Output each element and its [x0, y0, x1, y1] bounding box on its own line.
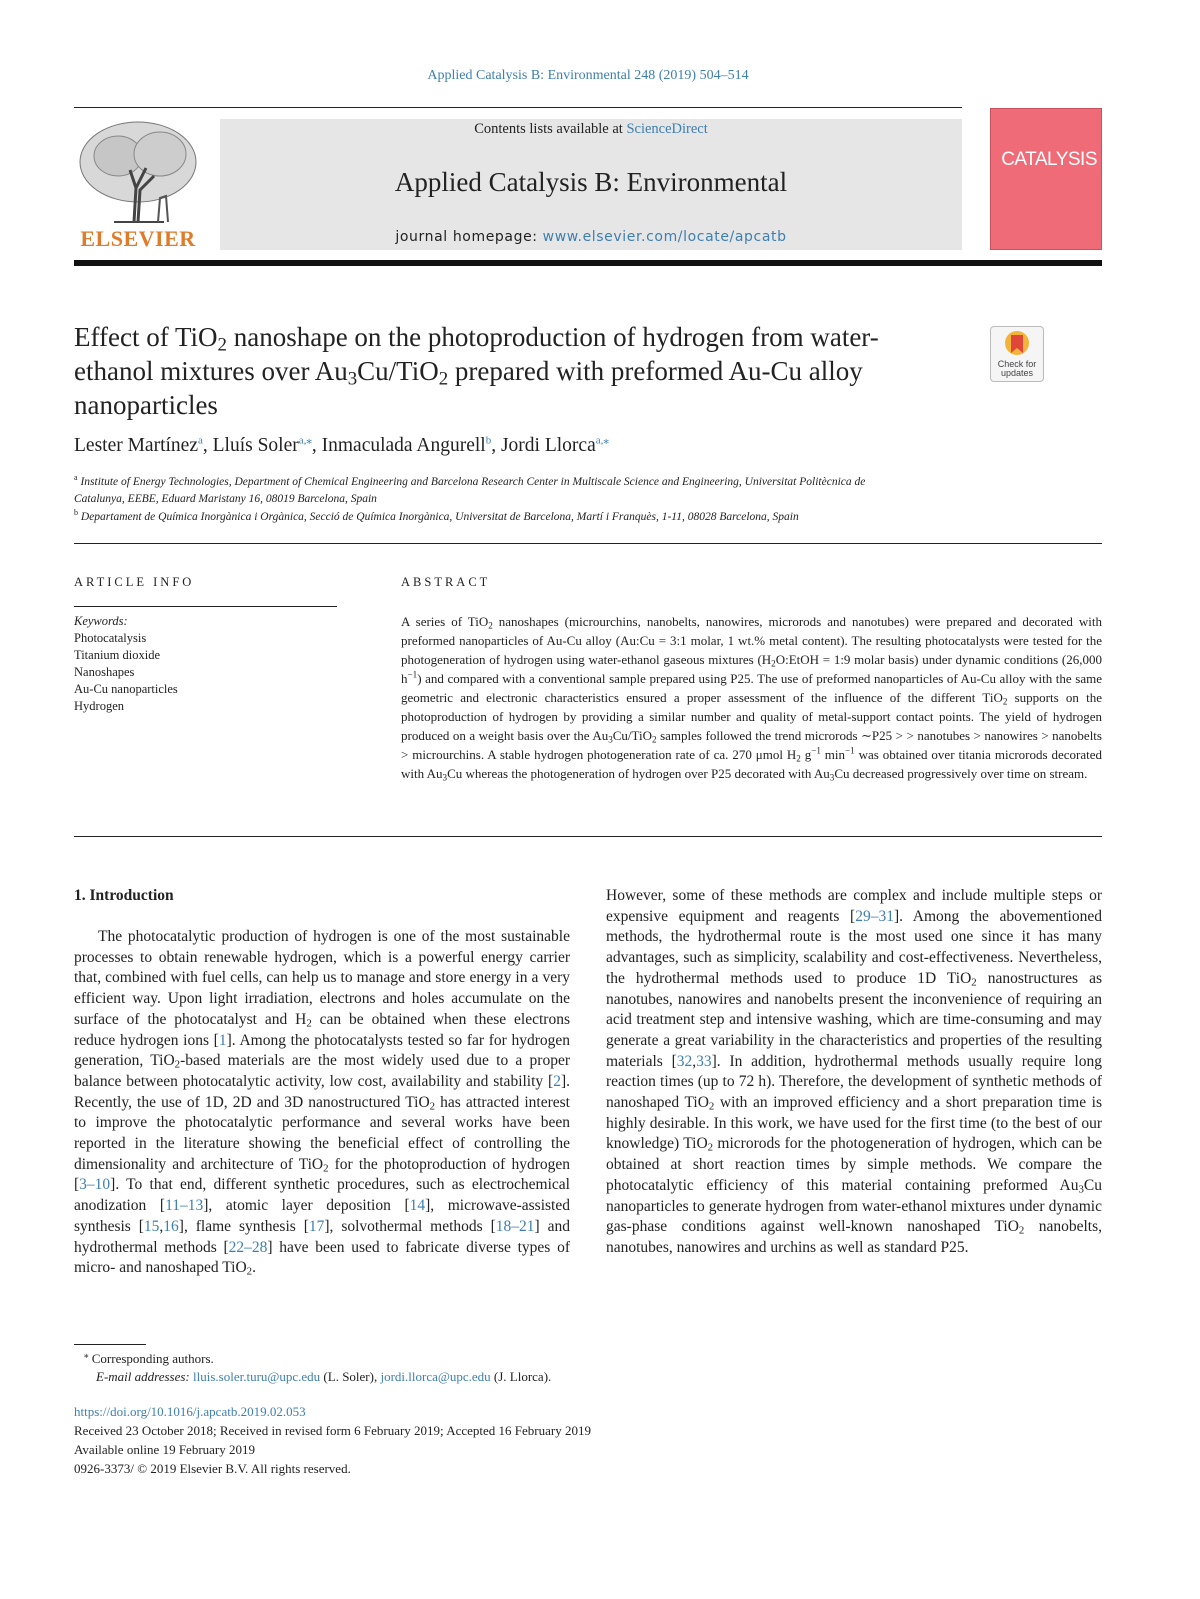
corresponding-note: ⁎ Corresponding authors. — [84, 1349, 214, 1366]
reference-link[interactable]: 11–13 — [165, 1197, 204, 1215]
bookmark-icon — [991, 327, 1043, 359]
keywords-block — [74, 613, 337, 715]
section-divider — [74, 543, 1102, 544]
keyword: Titanium dioxide — [74, 648, 161, 662]
contents-prefix: Contents lists available at — [474, 121, 627, 137]
email-link[interactable]: jordi.llorca@upc.edu — [380, 1369, 491, 1384]
author-name[interactable]: Inmaculada Angurell — [321, 435, 486, 456]
sciencedirect-link[interactable]: ScienceDirect — [626, 121, 708, 137]
homepage-line — [220, 229, 962, 245]
received-dates: Received 23 October 2018; Received in revised form 6 February 2019; Accepted 16 February 2019 — [74, 1423, 591, 1438]
intro-left-column: The photocatalytic production of hydrogen is one of the most sustainable processes to obtain renewable hydrogen, which is a powerful energy carrier that, combined with fuel cells, can help us to manage and store energy in a very efficient way. Upon light irradiation, electrons and holes accumulate on the surface of the photocatalyst and $H_2$ can be obtained when these electrons reduce hydrogen ions [1]. Among the photocatalysts tested so far for hydrogen generation, TiO$_2$-based materials are the most widely used due to a proper balance between photocatalytic activity, low cost, availability and stability [2]. Recently, the use of 1D, 2D and 3D nanostructured TiO$_2$ has attracted interest to improve the photocatalytic performance and several works have been reported in the literature showing the beneficial effect of controlling the dimensionality and architecture of TiO$_2$ for the photoproduction of hydrogen [3–10]. To that end, different synthetic procedures, such as electrochemical anodization [11–13], atomic layer deposition [14], microwave-assisted synthesis [15,16], flame synthesis [17], solvothermal methods [18–21] and hydrothermal methods [22–28] have been used to fabricate diverse types of micro- and nanoshaped TiO$_2$. — [74, 928, 570, 1278]
email-note: E-mail addresses: lluis.soler.turu@upc.edu (L. Soler), jordi.llorca@upc.edu (J. Llorca). — [96, 1369, 552, 1384]
email-link[interactable]: lluis.soler.turu@upc.edu — [193, 1369, 321, 1384]
keyword: Photocatalysis — [74, 631, 147, 645]
homepage-link[interactable]: www.elsevier.com/locate/apcatb — [542, 229, 787, 245]
abstract-heading: ABSTRACT — [401, 575, 491, 589]
keyword: Au-Cu nanoparticles — [74, 682, 178, 696]
keywords-label: Keywords: — [74, 614, 128, 628]
reference-link[interactable]: 22–28 — [228, 1238, 268, 1256]
online-date: Available online 19 February 2019 — [74, 1442, 255, 1457]
reference-link[interactable]: 1 — [218, 1031, 227, 1049]
publisher-wordmark: ELSEVIER — [80, 226, 196, 251]
reference-link[interactable]: 18–21 — [495, 1217, 535, 1235]
reference-link[interactable]: 29–31 — [855, 907, 894, 925]
cover-title: CATALYSIS — [1001, 149, 1097, 170]
reference-link[interactable]: 3–10 — [79, 1176, 111, 1194]
intro-right-column: However, some of these methods are complex and include multiple steps or expensive equipment and reagents [29–31]. Among the abovementioned methods, the hydrothermal route is the most used one since it has many advantages, such as simplicity, scalability and cost-effectiveness. Nevertheless, the hydrothermal methods used to produce 1D TiO$_2$ nanostructures as nanotubes, nanowires and nanobelts present the inconvenience of requiring an acid treatment step and intensive washing, which are time-consuming and may generate a great variability in the characteristics and properties of the resulting materials [32,33]. In addition, hydrothermal methods usually require long reaction times (up to 72 h). Therefore, the development of synthetic methods of nanoshaped TiO$_2$ with an improved efficiency and a short preparation time is highly desirable. In this work, we have used for the first time (to the best of our knowledge) TiO$_2$ microrods for the photogeneration of hydrogen, which can be obtained at short reaction times by simple methods. We compare the photocatalytic efficiency of this material containing preformed $Au_3Cu$ nanoparticles to generate hydrogen from water-ethanol mixtures under dynamic gas-phase conditions against well-known nanoshaped TiO$_2$ nanobelts, nanotubes, nanowires and urchins as well as standard P25. — [606, 887, 1102, 1256]
author-name[interactable]: Lluís Soler — [212, 435, 299, 456]
reference-link[interactable]: 33 — [696, 1052, 712, 1070]
article-info-heading: ARTICLE INFO — [74, 575, 195, 589]
reference-link[interactable]: 2 — [553, 1072, 561, 1090]
keyword: Nanoshapes — [74, 665, 135, 679]
homepage-prefix: journal homepage: — [395, 229, 543, 245]
abstract-text: A series of TiO$_2$ nanoshapes (microurchins, nanobelts, nanowires, microrods and nanotubes) were prepared and decorated with preformed nanoparticles of Au-Cu alloy (Au:Cu = 3:1 molar, 1 wt.% metal content). The resulting photocatalysts were tested for the photogeneration of hydrogen using water-ethanol gaseous mixtures ($H_2O:EtOH$ = 1:9 molar basis) under dynamic conditions (26,000 $h^{-1}$) and compared with a conventional sample prepared using P25. The use of preformed nanoparticles of Au-Cu alloy with the same geometric and electronic characteristics ensured a proper assessment of the influence of the different TiO$_2$ supports on the photoproduction of hydrogen by providing a similar number and quality of metal-support contact points. The yield of hydrogen produced on a weight basis over the $Au_3Cu/TiO_2$ samples followed the trend microrods ∼P25 > > nanotubes > nanowires > nanobelts > microurchins. A stable hydrogen photogeneration rate of ca. 270 μmol $H_2$ $g^{-1}$ $\min^{-1}$ was obtained over titania microrods decorated with $Au_3Cu$ whereas the photogeneration of hydrogen over P25 decorated with $Au_3Cu$ decreased progressively over time on stream. — [401, 614, 1102, 783]
badge-label: Check for updates — [997, 359, 1037, 378]
journal-cover[interactable] — [990, 108, 1102, 250]
journal-name: Applied Catalysis B: Environmental — [394, 167, 788, 197]
tree-icon — [74, 118, 202, 226]
affiliation-a: $^a$ Institute of Energy Technologies, Department of Chemical Engineering and Barcelona Research Center in Multiscale Science and Engineering, Universitat Politècnica de Catalunya, EEBE, Eduard Maristany 16, 08019 Barcelona, Spain — [74, 473, 866, 505]
footnote-rule — [74, 1344, 146, 1345]
affiliation-b: $^b$ Departament de Química Inorgànica i Orgànica, Secció de Química Inorgànica, Universitat de Barcelona, Martí i Franquès, 1-11, 08028 Barcelona, Spain — [74, 508, 799, 523]
header-thick-rule — [74, 260, 1102, 266]
check-for-updates-badge[interactable] — [990, 326, 1044, 382]
author-name[interactable]: Jordi Llorca — [500, 435, 596, 456]
reference-link[interactable]: 32 — [676, 1052, 693, 1070]
author-list: Lester Martínez$^a$, Lluís Soler$^{a,⁎}$, Inmaculada Angurell$^b$, Jordi Llorca$^{a,⁎}$ — [74, 434, 609, 456]
doi-link[interactable]: https://doi.org/10.1016/j.apcatb.2019.02.053 — [74, 1404, 306, 1419]
keyword: Hydrogen — [74, 699, 124, 713]
reference-link[interactable]: 15 — [143, 1217, 160, 1235]
journal-citation[interactable]: Applied Catalysis B: Environmental 248 (2019) 504–514 — [427, 68, 749, 83]
contents-line — [220, 121, 962, 138]
reference-link[interactable]: 16 — [163, 1217, 179, 1235]
author-name[interactable]: Lester Martínez — [74, 435, 198, 456]
copyright: 0926-3373/ © 2019 Elsevier B.V. All rights reserved. — [74, 1461, 351, 1476]
article-title: Effect of TiO$_2$ nanoshape on the photoproduction of hydrogen from water- ethanol mixtures over $Au_3Cu/TiO_2$ prepared with preformed Au-Cu alloy nanoparticles — [74, 322, 879, 420]
publication-info — [74, 1402, 591, 1478]
reference-link[interactable]: 14 — [409, 1197, 426, 1215]
abstract-divider — [74, 836, 1102, 837]
introduction-heading: 1. Introduction — [74, 887, 174, 904]
journal-banner — [220, 119, 962, 250]
article-info-rule — [74, 606, 337, 607]
elsevier-logo — [74, 118, 202, 252]
header-divider — [74, 107, 962, 108]
reference-link[interactable]: 17 — [308, 1217, 325, 1235]
